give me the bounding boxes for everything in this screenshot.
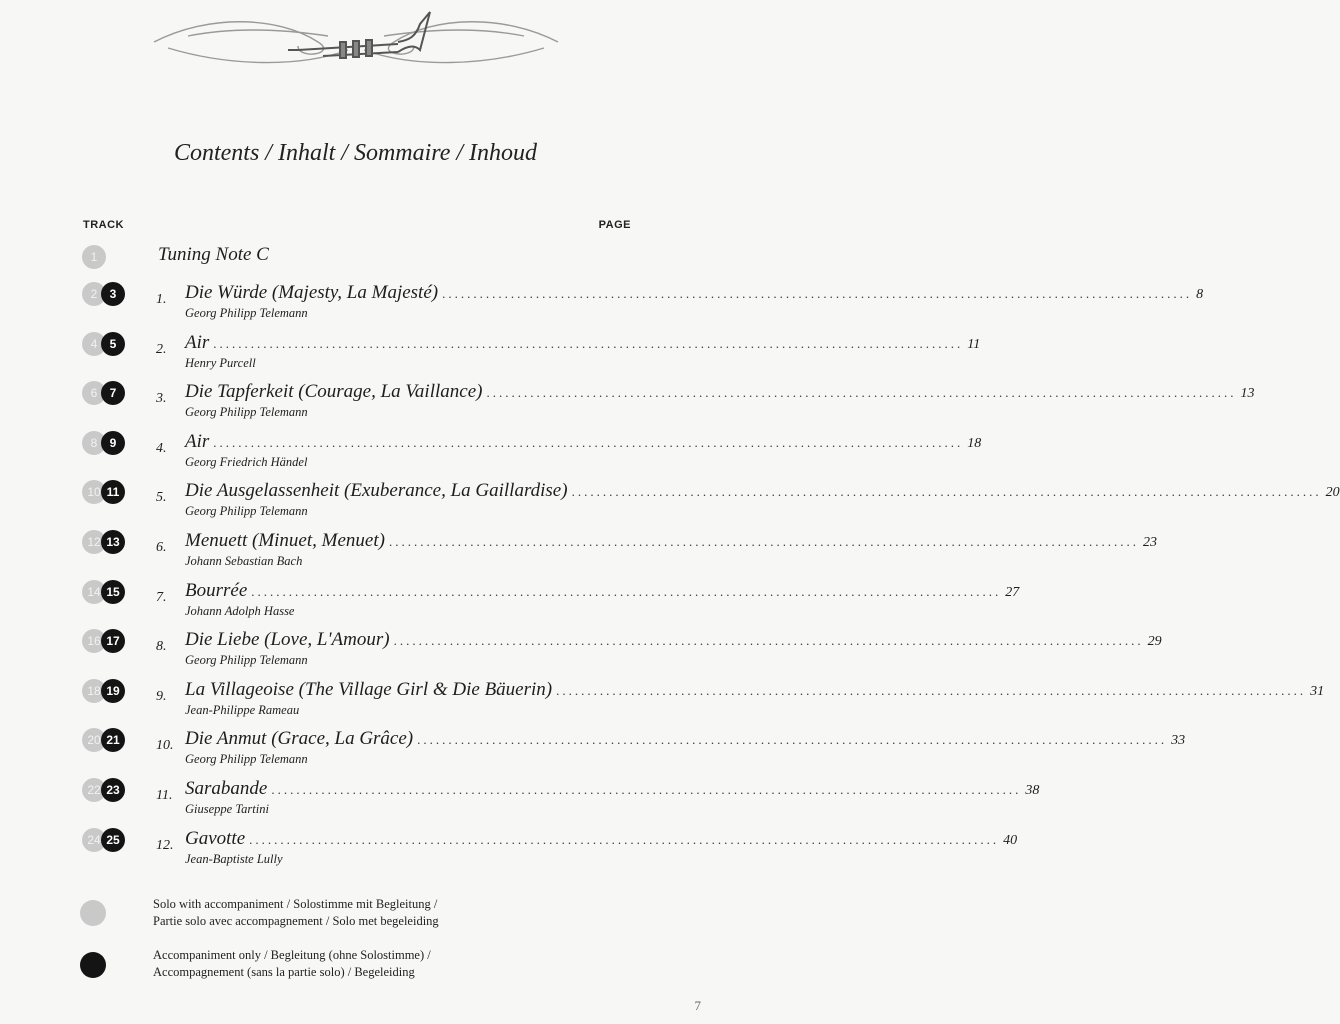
page-column-header: PAGE	[598, 219, 631, 231]
dot-leader: ........................................................................................................................	[213, 435, 964, 450]
entry-number: 8.	[156, 639, 167, 654]
contents-entry	[0, 828, 1018, 878]
entry-title-line	[185, 530, 1157, 552]
contents-entry	[0, 480, 1340, 530]
contents-entry	[0, 431, 982, 481]
legend-accompaniment-line: Accompagnement (sans la partie solo) / Begeleiding	[153, 965, 415, 979]
entry-number: 10.	[156, 738, 174, 753]
contents-entry	[0, 282, 1204, 332]
track-column-header: TRACK	[83, 219, 124, 231]
solo-track-circle: 22	[82, 778, 106, 802]
contents-entry	[0, 381, 1255, 431]
contents-entry	[0, 530, 1157, 580]
legend-solo-line: Solo with accompaniment / Solostimme mit Begleitung /	[153, 897, 438, 911]
legend-solo-line: Partie solo avec accompagnement / Solo met begeleiding	[153, 914, 439, 928]
entry-title: La Villageoise (The Village Girl & Die Bäuerin)	[185, 679, 553, 700]
entry-composer: Giuseppe Tartini	[185, 802, 269, 816]
solo-track-circle: 14	[82, 580, 106, 604]
entry-page: 23	[1142, 535, 1157, 550]
legend-solo-text	[153, 896, 439, 930]
dot-leader: ........................................................................................................................	[571, 484, 1322, 499]
dot-leader: ........................................................................................................................	[393, 633, 1144, 648]
contents-entry	[0, 778, 1040, 828]
entry-title: Die Tapferkeit (Courage, La Vaillance)	[185, 381, 483, 402]
entry-number: 5.	[156, 490, 167, 505]
entry-title-line	[185, 480, 1340, 502]
page-number: 7	[694, 998, 701, 1013]
entry-title: Gavotte	[185, 828, 246, 849]
entry-number: 9.	[156, 689, 167, 704]
entry-composer: Johann Adolph Hasse	[185, 604, 295, 618]
tuning-track-circle: 1	[82, 245, 106, 269]
entry-title-line	[185, 728, 1186, 750]
entry-composer: Georg Philipp Telemann	[185, 752, 308, 766]
solo-track-circle: 10	[82, 480, 106, 504]
trumpet-ornament	[148, 6, 564, 76]
solo-track-circle: 2	[82, 282, 106, 306]
solo-track-circle: 6	[82, 381, 106, 405]
solo-track-circle: 24	[82, 828, 106, 852]
solo-track-circle: 8	[82, 431, 106, 455]
entry-number: 7.	[156, 590, 167, 605]
entry-title-line	[185, 580, 1020, 602]
contents-entry	[0, 629, 1162, 679]
accompaniment-track-circle: 5	[101, 332, 125, 356]
entry-composer: Georg Philipp Telemann	[185, 405, 308, 419]
entry-title: Die Anmut (Grace, La Grâce)	[185, 728, 414, 749]
solo-track-circle: 4	[82, 332, 106, 356]
entry-title-line	[185, 629, 1162, 651]
accompaniment-track-circle: 17	[101, 629, 125, 653]
entry-title: Die Ausgelassenheit (Exuberance, La Gaillardise)	[185, 480, 568, 501]
entry-page: 38	[1025, 783, 1040, 798]
legend-accompaniment-text	[153, 947, 431, 981]
entry-page: 29	[1147, 634, 1162, 649]
entry-title: Die Würde (Majesty, La Majesté)	[185, 282, 439, 303]
entry-page: 27	[1005, 585, 1020, 600]
accompaniment-track-circle: 9	[101, 431, 125, 455]
solo-track-circle: 12	[82, 530, 106, 554]
entry-title-line	[185, 828, 1018, 850]
entry-page: 40	[1003, 833, 1018, 848]
entry-page: 13	[1240, 386, 1255, 401]
entry-title-line	[185, 332, 981, 354]
entry-title: Sarabande	[185, 778, 268, 799]
accompaniment-track-circle: 11	[101, 480, 125, 504]
tuning-note-label: Tuning Note C	[158, 244, 269, 265]
entry-title-line	[185, 679, 1325, 701]
dot-leader: ........................................................................................................................	[388, 534, 1139, 549]
legend-accompaniment-circle	[80, 952, 106, 978]
entry-composer: Georg Philipp Telemann	[185, 653, 308, 667]
entry-composer: Jean-Philippe Rameau	[185, 703, 300, 717]
solo-track-circle: 18	[82, 679, 106, 703]
entry-title: Die Liebe (Love, L'Amour)	[185, 629, 390, 650]
entry-title: Air	[185, 332, 210, 353]
entry-composer: Georg Philipp Telemann	[185, 504, 308, 518]
entry-composer: Johann Sebastian Bach	[185, 554, 303, 568]
dot-leader: ........................................................................................................................	[271, 782, 1022, 797]
entry-number: 12.	[156, 838, 174, 853]
entry-number: 3.	[156, 391, 167, 406]
entry-page: 20	[1325, 485, 1340, 500]
dot-leader: ........................................................................................................................	[251, 584, 1002, 599]
dot-leader: ........................................................................................................................	[213, 336, 964, 351]
entry-title: Menuett (Minuet, Menuet)	[185, 530, 385, 551]
dot-leader: ........................................................................................................................	[556, 683, 1307, 698]
entry-title: Air	[185, 431, 210, 452]
dot-leader: ........................................................................................................................	[417, 732, 1168, 747]
accompaniment-track-circle: 19	[101, 679, 125, 703]
accompaniment-track-circle: 3	[101, 282, 125, 306]
entry-number: 2.	[156, 342, 167, 357]
entry-title: Bourrée	[185, 580, 248, 601]
entry-title-line	[185, 778, 1040, 800]
dot-leader: ........................................................................................................................	[486, 385, 1237, 400]
solo-track-circle: 20	[82, 728, 106, 752]
legend-solo-circle	[80, 900, 106, 926]
entry-number: 1.	[156, 292, 167, 307]
legend-accompaniment-line: Accompaniment only / Begleitung (ohne Solostimme) /	[153, 948, 431, 962]
entry-page: 8	[1196, 287, 1204, 302]
entry-title-line	[185, 381, 1255, 403]
contents-entry	[0, 728, 1186, 778]
solo-track-circle: 16	[82, 629, 106, 653]
dot-leader: ........................................................................................................................	[249, 832, 1000, 847]
entry-composer: Georg Friedrich Händel	[185, 455, 308, 469]
entry-title-line	[185, 431, 982, 453]
entry-title-line	[185, 282, 1204, 304]
entry-page: 31	[1310, 684, 1325, 699]
accompaniment-track-circle: 25	[101, 828, 125, 852]
accompaniment-track-circle: 23	[101, 778, 125, 802]
accompaniment-track-circle: 21	[101, 728, 125, 752]
accompaniment-track-circle: 7	[101, 381, 125, 405]
dot-leader: ........................................................................................................................	[442, 286, 1193, 301]
contents-entry	[0, 679, 1325, 729]
accompaniment-track-circle: 15	[101, 580, 125, 604]
entry-page: 33	[1171, 733, 1186, 748]
contents-entry	[0, 580, 1020, 630]
accompaniment-track-circle: 13	[101, 530, 125, 554]
contents-entry	[0, 332, 981, 382]
entry-composer: Henry Purcell	[185, 356, 256, 370]
entry-number: 4.	[156, 441, 167, 456]
entry-number: 11.	[156, 788, 173, 803]
entry-composer: Jean-Baptiste Lully	[185, 852, 283, 866]
entry-number: 6.	[156, 540, 167, 555]
entry-page: 11	[967, 337, 981, 352]
entry-page: 18	[967, 436, 982, 451]
page-title: Contents / Inhalt / Sommaire / Inhoud	[173, 140, 538, 166]
entry-composer: Georg Philipp Telemann	[185, 306, 308, 320]
